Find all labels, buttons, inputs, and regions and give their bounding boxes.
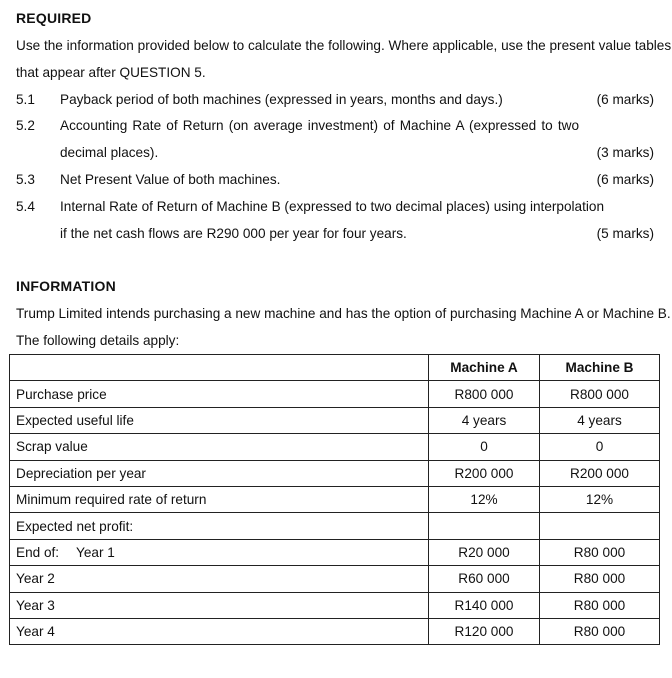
machine-a-value: R140 000 [429,592,540,618]
machine-details-table [9,354,660,645]
machine-b-value: R80 000 [540,539,660,565]
header-blank [10,355,429,381]
question-number: 5.4 [16,199,35,214]
machine-b-value: 12% [540,486,660,512]
question-number: 5.2 [16,118,35,133]
information-line-1: Trump Limited intends purchasing a new machine and has the option of purchasing Machine A or Machine B. [16,306,671,321]
header-machine-b: Machine B [540,355,660,381]
machine-b-value: 4 years [540,407,660,433]
row-label: Minimum required rate of return [10,486,429,512]
year-label-cell [10,539,429,565]
table-row [10,381,660,407]
row-label: Purchase price [10,381,429,407]
machine-a-value: R120 000 [429,618,540,644]
intro-line-1: Use the information provided below to calculate the following. Where applicable, use the present value tables [16,38,672,53]
machine-b-value [540,513,660,539]
information-line-2: The following details apply: [16,333,180,348]
machine-b-value: R80 000 [540,592,660,618]
question-marks: (5 marks) [596,226,654,241]
machine-a-value: 4 years [429,407,540,433]
question-number: 5.3 [16,172,35,187]
table-row-year-3 [10,592,660,618]
machine-b-value: R80 000 [540,618,660,644]
information-heading: INFORMATION [16,278,116,294]
machine-a-value: R60 000 [429,566,540,592]
question-text: Net Present Value of both machines. [60,172,281,187]
question-text-cont: if the net cash flows are R290 000 per year for four years. [60,226,407,241]
machine-a-value: 0 [429,434,540,460]
machine-b-value: R80 000 [540,566,660,592]
machine-b-value: 0 [540,434,660,460]
table-row [10,407,660,433]
table-row-year-4 [10,618,660,644]
year-label: Year 3 [10,592,429,618]
table-row-year-2 [10,566,660,592]
question-text: Internal Rate of Return of Machine B (expressed to two decimal places) using interpolation [60,199,605,214]
machine-a-value: R20 000 [429,539,540,565]
table-row [10,513,660,539]
row-label: Expected useful life [10,407,429,433]
table-row [10,434,660,460]
table-row-year-1 [10,539,660,565]
year-label: Year 4 [10,618,429,644]
row-label: Expected net profit: [10,513,429,539]
intro-line-2: that appear after QUESTION 5. [16,65,206,80]
header-machine-a: Machine A [429,355,540,381]
machine-b-value: R800 000 [540,381,660,407]
required-heading: REQUIRED [16,10,92,26]
machine-a-value: R200 000 [429,460,540,486]
year-label: Year 2 [10,566,429,592]
row-label: Scrap value [10,434,429,460]
question-text: Payback period of both machines (expressed in years, months and days.) [60,92,503,107]
table-row [10,486,660,512]
year-label: Year 1 [76,544,115,560]
row-label: Depreciation per year [10,460,429,486]
question-marks: (3 marks) [596,145,654,160]
question-marks: (6 marks) [596,92,654,107]
question-marks: (6 marks) [596,172,654,187]
machine-a-value: 12% [429,486,540,512]
machine-a-value [429,513,540,539]
question-text: Accounting Rate of Return (on average investment) of Machine A (expressed to two [60,118,579,133]
machine-a-value: R800 000 [429,381,540,407]
machine-b-value: R200 000 [540,460,660,486]
table-row [10,460,660,486]
end-of-label: End of: [16,544,60,560]
question-number: 5.1 [16,92,35,107]
question-text-cont: decimal places). [60,145,159,160]
table-header-row [10,355,660,381]
